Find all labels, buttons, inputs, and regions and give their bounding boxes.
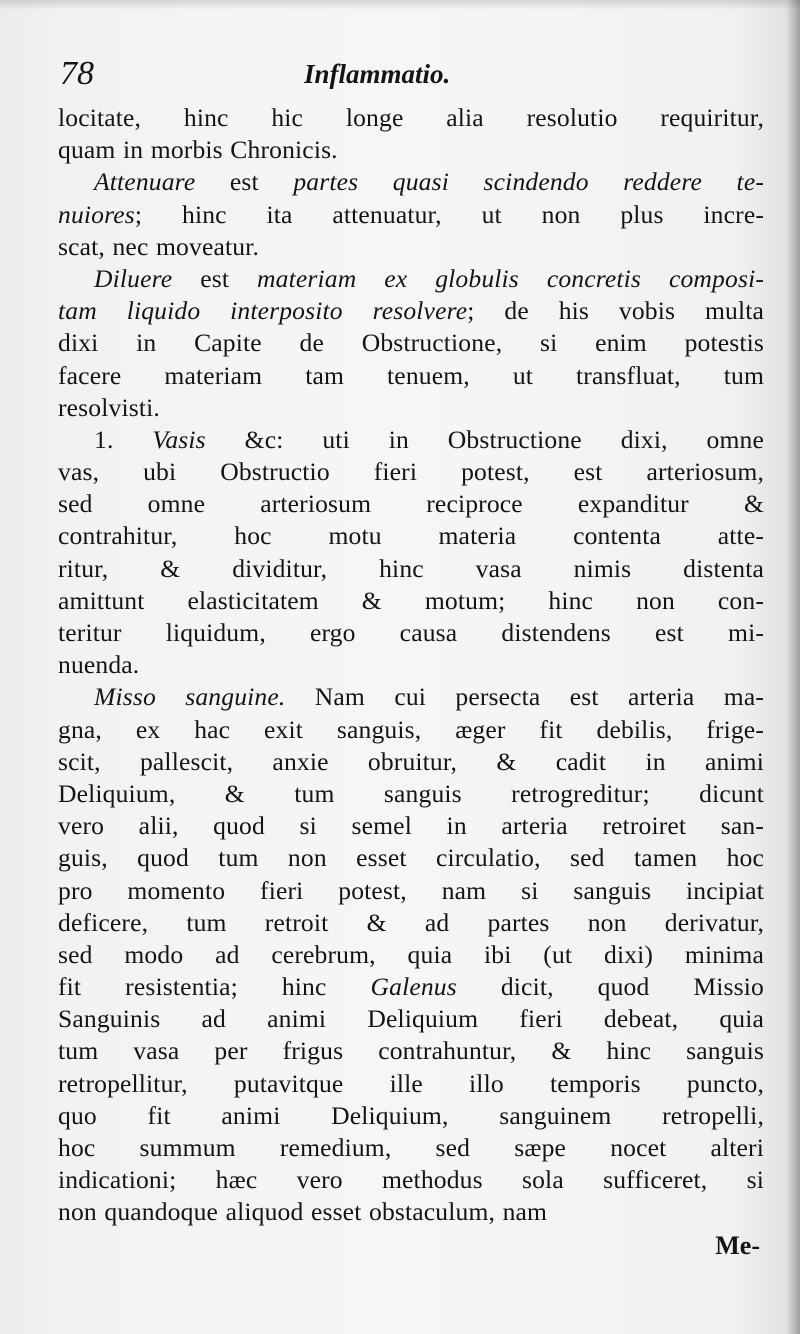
text-line: [58, 617, 764, 649]
text-segment: scat, nec moveatur.: [58, 231, 259, 261]
text-segment: guis, quod tum non esset circulatio, sed tamen hoc: [58, 843, 764, 873]
text-line: [58, 231, 764, 263]
italic-segment: Vasis: [152, 424, 206, 454]
text-segment: amittunt elasticitatem & motum; hinc non con-: [58, 585, 764, 615]
italic-segment: materiam ex globulis concretis composi-: [257, 263, 764, 293]
text-segment: retropellitur, putavitque ille illo temporis puncto,: [58, 1068, 764, 1098]
text-segment: contrahitur, hoc motu materia contenta atte-: [58, 521, 764, 551]
text-line: [58, 520, 764, 552]
text-segment: dixi in Capite de Obstructione, si enim potestis: [58, 328, 764, 358]
text-segment: sed modo ad cerebrum, quia ibi (ut dixi) minima: [58, 939, 764, 969]
printed-page: [58, 52, 764, 1263]
text-segment: teritur liquidum, ergo causa distendens est mi-: [58, 618, 764, 647]
text-line: [58, 424, 764, 456]
text-segment: dicit, quod Missio: [456, 972, 764, 1002]
text-line: [58, 199, 764, 231]
text-line: [58, 1196, 764, 1228]
text-line: [58, 1100, 764, 1132]
text-segment: indicationi; hæc vero methodus sola sufficeret, si: [58, 1165, 764, 1195]
text-segment: hoc summum remedium, sed sæpe nocet alteri: [58, 1133, 764, 1162]
text-segment: ; hinc ita attenuatur, ut non plus incre-: [134, 199, 764, 229]
text-line: [58, 134, 764, 166]
text-segment: scit, pallescit, anxie obruitur, & cadit in animi: [58, 746, 764, 776]
text-line: [58, 263, 764, 295]
text-line: [58, 392, 764, 424]
italic-segment: partes quasi scindendo reddere te-: [293, 167, 764, 197]
text-line: [58, 456, 764, 488]
text-line: [58, 102, 764, 134]
page-edge-shadow: [786, 0, 800, 1334]
text-line: [58, 810, 764, 842]
text-segment: nuenda.: [58, 650, 140, 680]
italic-segment: tam liquido interposito resolvere: [58, 296, 468, 326]
italic-segment: Diluere: [94, 263, 173, 293]
text-line: [58, 553, 764, 585]
text-segment: deficere, tum retroit & ad partes non derivatur,: [58, 907, 764, 937]
text-segment: tum vasa per frigus contrahuntur, & hinc sanguis: [58, 1036, 764, 1066]
italic-segment: Galenus: [370, 972, 457, 1002]
text-line: [58, 714, 764, 746]
text-segment: &c: uti in Obstructione dixi, omne: [205, 424, 764, 454]
text-line: [58, 327, 764, 359]
text-segment: fit resistentia; hinc: [58, 972, 371, 1002]
text-segment: non quandoque aliquod esset obstaculum, nam: [58, 1197, 548, 1227]
text-line: [58, 488, 764, 520]
catchword: Me-: [715, 1230, 760, 1260]
text-line: [58, 1132, 764, 1164]
paragraph: [58, 166, 764, 263]
paragraph: [58, 263, 764, 424]
paragraph: [58, 424, 764, 682]
page-top-shadow: [0, 0, 800, 10]
text-line: [58, 360, 764, 392]
running-title: Inflammatio.: [304, 59, 451, 89]
text-segment: Sanguinis ad animi Deliquium fieri debeat, quia: [58, 1004, 764, 1034]
text-segment: pro momento fieri potest, nam si sanguis incipiat: [58, 875, 764, 905]
text-segment: 1.: [94, 424, 153, 454]
text-line: [58, 971, 764, 1003]
text-line: [58, 166, 764, 198]
text-segment: resolvisti.: [58, 392, 160, 422]
text-segment: quam in morbis Chronicis.: [58, 135, 338, 165]
text-segment: est: [195, 167, 294, 197]
paragraph: [58, 102, 764, 166]
text-segment: facere materiam tam tenuem, ut transfluat, tum: [58, 360, 764, 390]
text-line: [58, 939, 764, 971]
text-line: [58, 875, 764, 907]
text-segment: quo fit animi Deliquium, sanguinem retropelli,: [58, 1100, 764, 1130]
italic-segment: Misso sanguine.: [94, 682, 286, 712]
text-line: [58, 649, 764, 681]
text-segment: vero alii, quod si semel in arteria retroiret san-: [58, 811, 764, 841]
text-segment: ; de his vobis multa: [467, 296, 764, 326]
page-header: [58, 52, 764, 102]
text-line: [58, 778, 764, 810]
paragraph: [58, 681, 764, 1228]
body-text: [58, 102, 764, 1229]
text-line: [58, 1003, 764, 1035]
italic-segment: Attenuare: [94, 167, 196, 197]
text-segment: sed omne arteriosum reciproce expanditur &: [58, 489, 764, 519]
text-segment: est: [172, 263, 258, 293]
text-line: [58, 907, 764, 939]
text-line: [58, 295, 764, 327]
text-line: [58, 1035, 764, 1067]
text-segment: locitate, hinc hic longe alia resolutio requiritur,: [58, 103, 764, 132]
page-number: 78: [60, 55, 94, 92]
text-segment: Deliquium, & tum sanguis retrogreditur; dicunt: [58, 778, 764, 808]
text-line: [58, 681, 764, 713]
text-segment: gna, ex hac exit sanguis, æger fit debilis, frige-: [58, 714, 764, 744]
italic-segment: nuiores: [58, 199, 135, 229]
text-line: [58, 585, 764, 617]
text-line: [58, 1068, 764, 1100]
text-line: [58, 1164, 764, 1196]
text-line: [58, 842, 764, 874]
text-segment: Nam cui persecta est arteria ma-: [285, 682, 764, 712]
text-line: [58, 746, 764, 778]
text-segment: ritur, & dividitur, hinc vasa nimis distenta: [58, 553, 764, 583]
text-segment: vas, ubi Obstructio fieri potest, est arteriosum,: [58, 457, 764, 487]
